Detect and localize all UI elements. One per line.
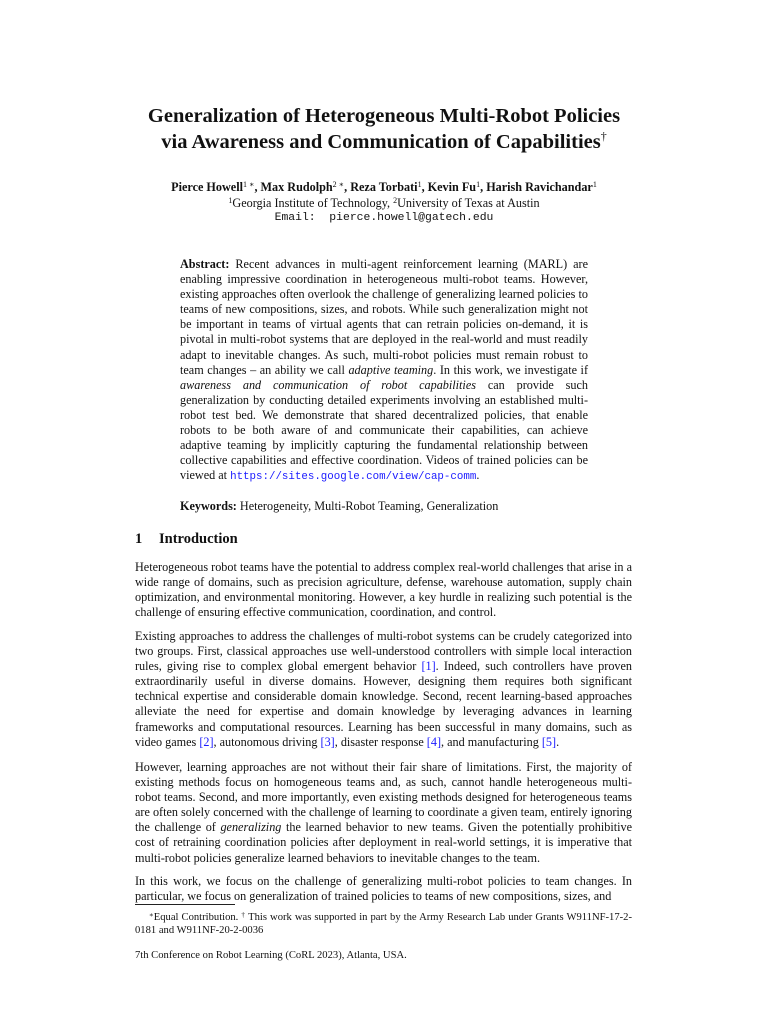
author-name: Kevin Fu bbox=[427, 180, 477, 194]
title-line-2: via Awareness and Communication of Capabilities bbox=[161, 131, 601, 153]
citation-link[interactable]: [3] bbox=[320, 734, 335, 749]
abstract-label: Abstract: bbox=[180, 257, 230, 271]
conference-info: 7th Conference on Robot Learning (CoRL 2023), Atlanta, USA. bbox=[135, 950, 407, 961]
section-heading-introduction bbox=[135, 530, 238, 548]
title-line-1: Generalization of Heterogeneous Multi-Robot Policies bbox=[147, 105, 621, 127]
affiliations bbox=[100, 196, 668, 211]
footnote-mark: ∗ bbox=[149, 911, 154, 919]
paragraph-text: , autonomous driving bbox=[213, 734, 318, 749]
abstract-text: . In this work, we investigate if bbox=[433, 362, 588, 377]
footnote bbox=[135, 911, 632, 937]
paragraph-text: . Indeed, such controllers have proven extraordinarily useful in diverse domains. However, designing them requires both significant technical expertise and considerable domain knowledge. Second, recent learning-based approaches alleviate the need for expertise and domain knowledge by leveraging advances in learning frameworks and computational resources. Learning has been successful in many domains, such as video games bbox=[135, 659, 633, 749]
citation-link[interactable]: [4] bbox=[426, 734, 442, 749]
author-mark: 1 bbox=[476, 180, 481, 189]
paragraph-text: , disaster response bbox=[334, 734, 424, 749]
intro-paragraph-3 bbox=[135, 760, 632, 866]
affiliation-mark: 1 bbox=[228, 196, 233, 205]
intro-paragraph-1: Heterogeneous robot teams have the potential to address complex real-world challenges that arise in a wide range of domains, such as precision agriculture, defense, warehouse automation, supply chain optimization, and environmental monitoring. However, a key hurdle in realizing such potential is the challenge of ensuring effective communication, coordination, and control. bbox=[135, 560, 632, 620]
affiliation-2: University of Texas at Austin bbox=[397, 196, 540, 210]
paragraph-emphasis: generalizing bbox=[220, 820, 282, 835]
abstract-emphasis: adaptive teaming bbox=[348, 362, 434, 377]
affiliation-mark: 2 bbox=[393, 196, 398, 205]
author-mark: 2 ∗ bbox=[332, 180, 345, 189]
abstract-emphasis: awareness and communication of robot capabilities bbox=[180, 377, 476, 392]
footnote-divider bbox=[135, 904, 235, 905]
affiliation-1: Georgia Institute of Technology, bbox=[232, 196, 391, 210]
abstract-text: Recent advances in multi-agent reinforcement learning (MARL) are enabling impressive coordination in heterogeneous multi-robot teams. However, existing approaches often overlook the challenge of generalizing learned policies to teams of new compositions, sizes, and robots. While such generalization might not be important in teams of virtual agents that can retrain policies on-demand, it is pivotal in multi-robot systems that are deployed in the real-world and must readily adapt to inevitable changes. As such, multi-robot policies must remain robust to team changes – an ability we call bbox=[180, 257, 588, 377]
author-mark: 1 bbox=[417, 180, 422, 189]
author-name: Harish Ravichandar bbox=[486, 180, 593, 194]
video-link[interactable]: https://sites.google.com/view/cap-comm bbox=[230, 471, 477, 484]
keywords-label: Keywords: bbox=[180, 499, 237, 513]
footnote-mark: † bbox=[241, 911, 246, 919]
abstract bbox=[180, 257, 588, 485]
footnote-text: Equal Contribution. bbox=[153, 912, 239, 923]
abstract-text: can provide such generalization by conducting detailed experiments involving an established multi-robot test bed. We demonstrate that shared decentralized policies, that enable robots to be both aware of and communicate their capabilities, can achieve adaptive teaming by implicitly capturing the fundamental relationship between collective capabilities and effective coordination. Videos of trained policies can be viewed at bbox=[180, 377, 589, 483]
author-list: Pierce Howell$^{1 ∗}$, Max Rudolph$^{2 ∗}$, Reza Torbati$^1$, Kevin Fu$^1$, Harish Ravichandar$^1$ bbox=[171, 180, 597, 194]
author-name: Pierce Howell bbox=[171, 180, 243, 194]
citation-link[interactable]: [1] bbox=[421, 659, 436, 674]
abstract-text: . bbox=[476, 468, 480, 483]
title-footnote-mark: † bbox=[600, 129, 607, 143]
citation-link[interactable]: [5] bbox=[541, 734, 557, 749]
keywords bbox=[180, 499, 600, 514]
keywords-text: Heterogeneity, Multi-Robot Teaming, Generalization bbox=[239, 499, 499, 513]
author-name: Reza Torbati bbox=[350, 180, 418, 194]
citation-link[interactable]: [2] bbox=[199, 734, 214, 749]
paragraph-text: Existing approaches to address the challenges of multi-robot systems can be crudely categorized into two groups. First, classical approaches use well-understood controllers with simple local interaction rules, giving rise to complex global emergent behavior bbox=[135, 629, 632, 674]
paragraph-text: However, learning approaches are not without their fair share of limitations. First, the majority of existing methods focus on homogeneous teams and, as such, cannot handle heterogeneous multi-robot teams. Second, and more importantly, even existing methods designed for heterogeneous teams are often solely concerned with the challenge of learning to coordinate a given team, entirely ignoring the challenge of bbox=[135, 760, 632, 835]
author-mark: 1 ∗ bbox=[243, 180, 255, 189]
author-name: Max Rudolph bbox=[260, 180, 333, 194]
intro-paragraph-4: In this work, we focus on the challenge of generalizing multi-robot policies to team changes. In particular, we focus on generalization of trained policies to teams of new compositions, sizes, and bbox=[135, 874, 632, 904]
section-title: Introduction bbox=[159, 531, 238, 547]
paragraph-text: the learned behavior to new teams. Given the potentially prohibitive cost of retraining coordination policies after deployment in real-world settings, it is imperative that multi-robot policies generalize learned behaviors to inevitable changes to the team. bbox=[135, 820, 633, 865]
intro-paragraph-2 bbox=[135, 629, 632, 750]
paragraph-text: . bbox=[556, 734, 560, 749]
author-mark: 1 bbox=[592, 180, 597, 189]
section-number: 1 bbox=[135, 531, 143, 547]
footnote-text: This work was supported in part by the Army Research Lab under Grants W911NF-17-2-0181 and W911NF-20-2-0036 bbox=[135, 912, 632, 937]
paragraph-text: , and manufacturing bbox=[441, 734, 539, 749]
paper-title bbox=[110, 103, 658, 155]
author-email: Email: pierce.howell@gatech.edu bbox=[274, 212, 494, 224]
